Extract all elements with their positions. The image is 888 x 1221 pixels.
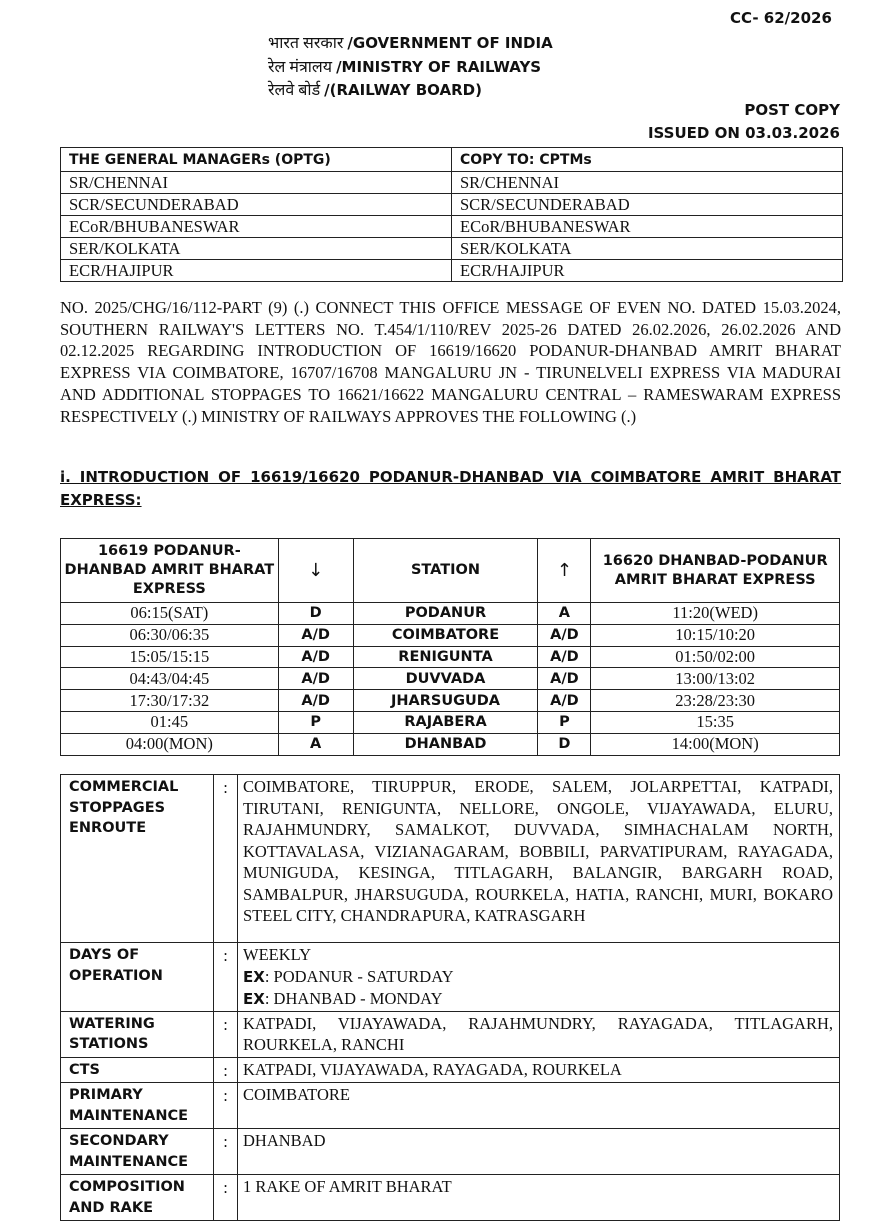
ex-prefix: EX [243,967,265,986]
up-code: P [538,711,591,733]
watering-stations-value: KATPADI, VIJAYAWADA, RAJAHMUNDRY, RAYAGADA, TITLAGARH, ROURKELA, RANCHI [238,1011,840,1057]
station-name: RAJABERA [353,711,538,733]
down-code: A/D [278,624,353,646]
header-line-government [268,31,553,53]
up-time: 23:28/23:30 [591,690,840,712]
detail-colon: : [214,943,238,1012]
general-managers-header: THE GENERAL MANAGERs (OPTG) [61,148,452,172]
detail-colon: : [214,1175,238,1221]
header-line-ministry [268,55,541,77]
days-of-operation-value [238,943,840,1012]
detail-colon: : [214,1129,238,1175]
header-line-board [268,78,482,100]
primary-maintenance-value: COIMBATORE [238,1083,840,1129]
detail-label: COMPOSITION AND RAKE [61,1175,214,1221]
cptm-zone: SR/CHENNAI [452,172,843,194]
up-time: 10:15/10:20 [591,624,840,646]
station-name: DUVVADA [353,668,538,690]
timetable-row [61,690,840,712]
down-code: A/D [278,668,353,690]
down-time: 17:30/17:32 [61,690,279,712]
detail-colon: : [214,1083,238,1129]
detail-label: SECONDARY MAINTENANCE [61,1129,214,1175]
down-code: D [278,603,353,625]
composition-value: 1 RAKE OF AMRIT BHARAT [238,1175,840,1221]
station-name: RENIGUNTA [353,646,538,668]
detail-label: DAYS OF OPERATION [61,943,214,1012]
up-code: A/D [538,668,591,690]
cptm-zone: SCR/SECUNDERABAD [452,194,843,216]
up-time: 14:00(MON) [591,733,840,755]
cptm-zone: ECoR/BHUBANESWAR [452,216,843,238]
message-body: NO. 2025/CHG/16/112-PART (9) (.) CONNECT THIS OFFICE MESSAGE OF EVEN NO. DATED 15.03.2024, SOUTHERN RAILWAY'S LETTERS NO. T.454/1/110/REV 2025-26 DATED 26.02.2026, 26.02.2026 AND 02.12.2025 REGARDING INTRODUCTION OF 16619/16620 PODANUR-DHANBAD AMRIT BHARAT EXPRESS VIA COIMBATORE, 16707/16708 MANGALURU JN - TIRUNELVELI EXPRESS VIA MADURAI AND ADDITIONAL STOPPAGES TO 16621/16622 MANGALURU CENTRAL – RAMESWARAM EXPRESS RESPECTIVELY (.) MINISTRY OF RAILWAYS APPROVES THE FOLLOWING (.) [60,298,841,426]
detail-label: CTS [61,1057,214,1083]
section-title: i. INTRODUCTION OF 16619/16620 PODANUR-DHANBAD VIA COIMBATORE AMRIT BHARAT EXPRESS: [60,468,841,509]
cts-value: KATPADI, VIJAYAWADA, RAYAGADA, ROURKELA [238,1057,840,1083]
down-time: 06:15(SAT) [61,603,279,625]
gm-zone: ECR/HAJIPUR [61,260,452,282]
cptm-zone: ECR/HAJIPUR [452,260,843,282]
addressee-row [61,216,843,238]
copy-to-header: COPY TO: CPTMs [452,148,843,172]
cptm-zone: SER/KOLKATA [452,238,843,260]
addressee-row [61,194,843,216]
detail-row-primary-maintenance [61,1083,840,1129]
down-time: 15:05/15:15 [61,646,279,668]
days-ex-destination [243,988,833,1011]
circular-reference: CC- 62/2026 [730,9,832,27]
days-ex-origin-text: : PODANUR - SATURDAY [264,966,454,986]
down-code: A/D [278,690,353,712]
up-time: 01:50/02:00 [591,646,840,668]
header-english: /GOVERNMENT OF INDIA [347,34,553,52]
station-name: JHARSUGUDA [353,690,538,712]
down-time: 01:45 [61,711,279,733]
down-arrow-icon: ↓ [278,539,353,603]
detail-colon: : [214,1011,238,1057]
station-name: DHANBAD [353,733,538,755]
train-details-table [60,774,840,1221]
down-code: A [278,733,353,755]
addressee-header-row [61,148,843,172]
up-time: 15:35 [591,711,840,733]
detail-label: WATERING STATIONS [61,1011,214,1057]
down-time: 04:43/04:45 [61,668,279,690]
detail-label: PRIMARY MAINTENANCE [61,1083,214,1129]
up-time: 11:20(WED) [591,603,840,625]
addressee-table [60,147,843,282]
detail-row-composition [61,1175,840,1221]
addressee-row [61,238,843,260]
detail-colon: : [214,775,238,943]
timetable-header-row [61,539,840,603]
up-code: A/D [538,690,591,712]
detail-colon: : [214,1057,238,1083]
timetable-row [61,668,840,690]
gm-zone: SR/CHENNAI [61,172,452,194]
header-hindi: भारत सरकार [268,35,344,52]
days-ex-origin [243,966,833,989]
down-time: 06:30/06:35 [61,624,279,646]
issued-date: ISSUED ON 03.03.2026 [647,124,840,142]
up-train-header: 16620 DHANBAD-PODANUR AMRIT BHARAT EXPRESS [591,539,840,603]
down-train-header: 16619 PODANUR-DHANBAD AMRIT BHARAT EXPRESS [61,539,279,603]
header-english: /MINISTRY OF RAILWAYS [336,58,542,76]
up-code: A/D [538,624,591,646]
header-hindi: रेलवे बोर्ड [268,82,321,99]
timetable [60,538,840,756]
commercial-stoppages-value: COIMBATORE, TIRUPPUR, ERODE, SALEM, JOLARPETTAI, KATPADI, TIRUTANI, RENIGUNTA, NELLORE, ONGOLE, VIJAYAWADA, ELURU, RAJAHMUNDRY, SAMALKOT, DUVVADA, SIMHACHALAM NORTH, KOTTAVALASA, VIZIANAGARAM, BOBBILI, PARVATIPURAM, RAYAGADA, MUNIGUDA, KESINGA, TITLAGARH, BALANGIR, BARGARH ROAD, SAMBALPUR, JHARSUGUDA, ROURKELA, HATIA, RANCHI, MURI, BOKARO STEEL CITY, CHANDRAPURA, KATRASGARH [238,775,840,943]
up-code: A/D [538,646,591,668]
gm-zone: SER/KOLKATA [61,238,452,260]
days-ex-destination-text: : DHANBAD - MONDAY [264,989,443,1008]
station-name: COIMBATORE [353,624,538,646]
up-code: D [538,733,591,755]
station-name: PODANUR [353,603,538,625]
up-time: 13:00/13:02 [591,668,840,690]
timetable-row [61,624,840,646]
timetable-row [61,711,840,733]
post-copy-label: POST COPY [744,101,840,119]
down-code: P [278,711,353,733]
days-frequency: WEEKLY [243,945,311,964]
up-arrow-icon: ↑ [538,539,591,603]
addressee-row [61,260,843,282]
header-english: /(RAILWAY BOARD) [324,81,482,99]
detail-row-cts [61,1057,840,1083]
timetable-row [61,733,840,755]
header-hindi: रेल मंत्रालय [268,59,333,76]
secondary-maintenance-value: DHANBAD [238,1129,840,1175]
gm-zone: SCR/SECUNDERABAD [61,194,452,216]
station-header: STATION [353,539,538,603]
detail-row-secondary-maintenance [61,1129,840,1175]
gm-zone: ECoR/BHUBANESWAR [61,216,452,238]
detail-label: COMMERCIAL STOPPAGES ENROUTE [61,775,214,943]
down-time: 04:00(MON) [61,733,279,755]
detail-row-watering-stations [61,1011,840,1057]
detail-row-commercial-stoppages [61,775,840,943]
up-code: A [538,603,591,625]
timetable-row [61,603,840,625]
addressee-row [61,172,843,194]
down-code: A/D [278,646,353,668]
ex-prefix: EX [243,990,265,1008]
timetable-row [61,646,840,668]
detail-row-days-of-operation [61,943,840,1012]
